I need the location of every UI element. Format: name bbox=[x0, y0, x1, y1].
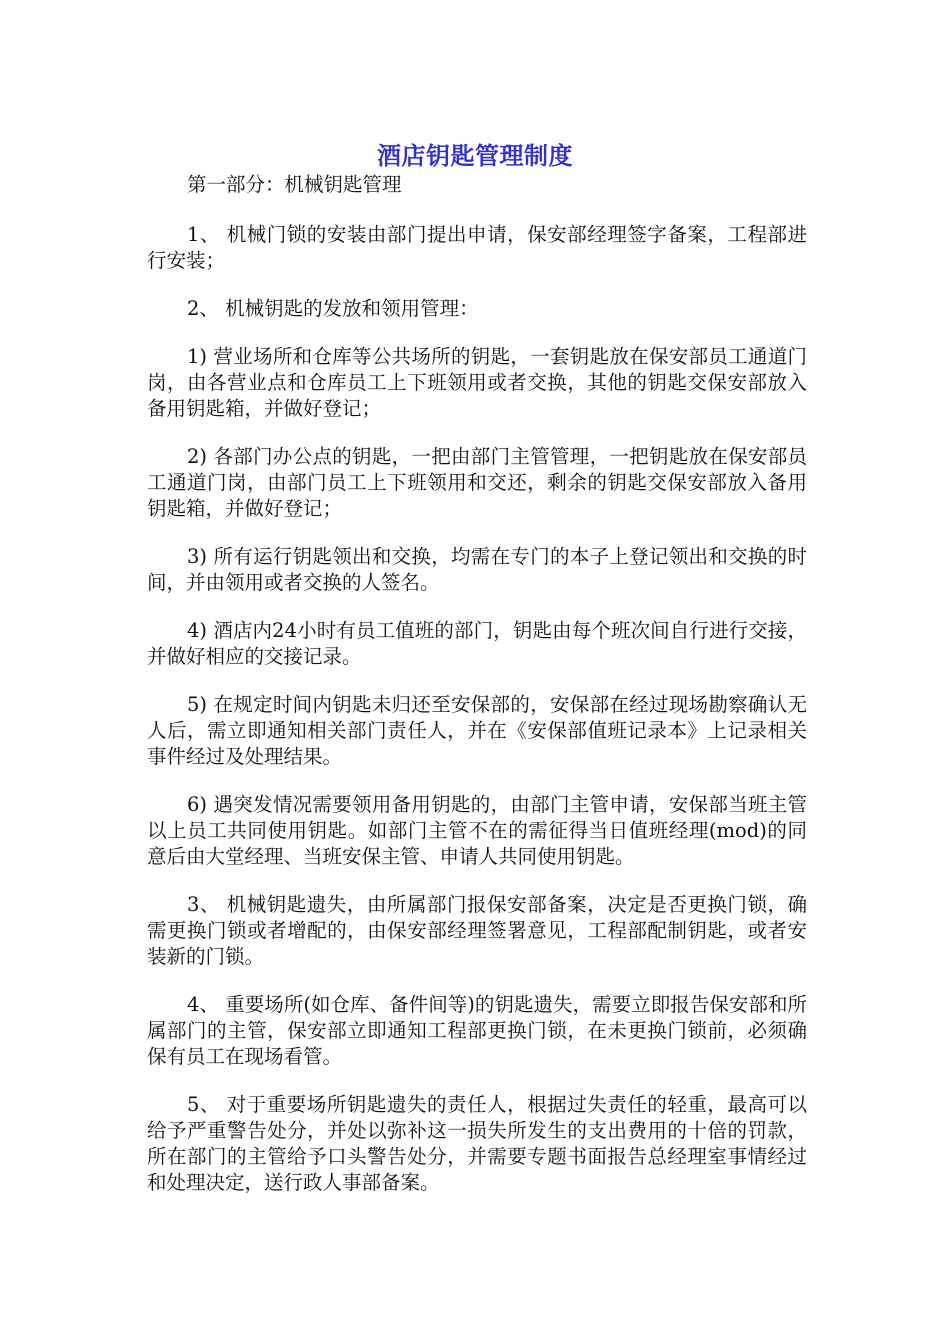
section-heading: 第一部分：机械钥匙管理 bbox=[187, 173, 402, 196]
paragraph: 5、 对于重要场所钥匙遗失的责任人，根据过失责任的轻重，最高可以给予严重警告处分，并处以弥补这一损失所发生的支出费用的十倍的罚款，所在部门的主管给予口头警告处分，并需要专题书面报告总经理室事情经过和处理决定，送行政人事部备案。 bbox=[147, 1093, 807, 1194]
paragraph: 5) 在规定时间内钥匙未归还至安保部的，安保部在经过现场勘察确认无人后，需立即通知相关部门责任人，并在《安保部值班记录本》上记录相关事件经过及处理结果。 bbox=[147, 693, 807, 768]
paragraph: 4、 重要场所(如仓库、备件间等)的钥匙遗失，需要立即报告保安部和所属部门的主管，保安部立即通知工程部更换门锁，在未更换门锁前，必须确保有员工在现场看管。 bbox=[147, 993, 807, 1068]
document-title: 酒店钥匙管理制度 bbox=[377, 142, 573, 170]
paragraph: 1、 机械门锁的安装由部门提出申请，保安部经理签字备案，工程部进行安装； bbox=[147, 223, 807, 272]
paragraph: 3、 机械钥匙遗失，由所属部门报保安部备案，决定是否更换门锁，确需更换门锁或者增配的，由保安部经理签署意见，工程部配制钥匙，或者安装新的门锁。 bbox=[147, 893, 807, 968]
paragraph: 2) 各部门办公点的钥匙，一把由部门主管管理，一把钥匙放在保安部员工通道门岗，由部门员工上下班领用和交还，剩余的钥匙交保安部放入备用钥匙箱，并做好登记； bbox=[147, 445, 807, 520]
paragraph: 6) 遇突发情况需要领用备用钥匙的，由部门主管申请，安保部当班主管以上员工共同使用钥匙。如部门主管不在的需征得当日值班经理(mod)的同意后由大堂经理、当班安保主管、申请人共同使用钥匙。 bbox=[147, 793, 807, 868]
document-body bbox=[147, 172, 807, 1218]
paragraph: 3) 所有运行钥匙领出和交换，均需在专门的本子上登记领出和交换的时间，并由领用或者交换的人签名。 bbox=[147, 545, 807, 594]
paragraph: 1) 营业场所和仓库等公共场所的钥匙，一套钥匙放在保安部员工通道门岗，由各营业点和仓库员工上下班领用或者交换，其他的钥匙交保安部放入备用钥匙箱，并做好登记； bbox=[147, 345, 807, 420]
paragraph: 2、 机械钥匙的发放和领用管理： bbox=[187, 297, 479, 320]
paragraph: 4) 酒店内24小时有员工值班的部门，钥匙由每个班次间自行进行交接，并做好相应的交接记录。 bbox=[147, 619, 807, 668]
